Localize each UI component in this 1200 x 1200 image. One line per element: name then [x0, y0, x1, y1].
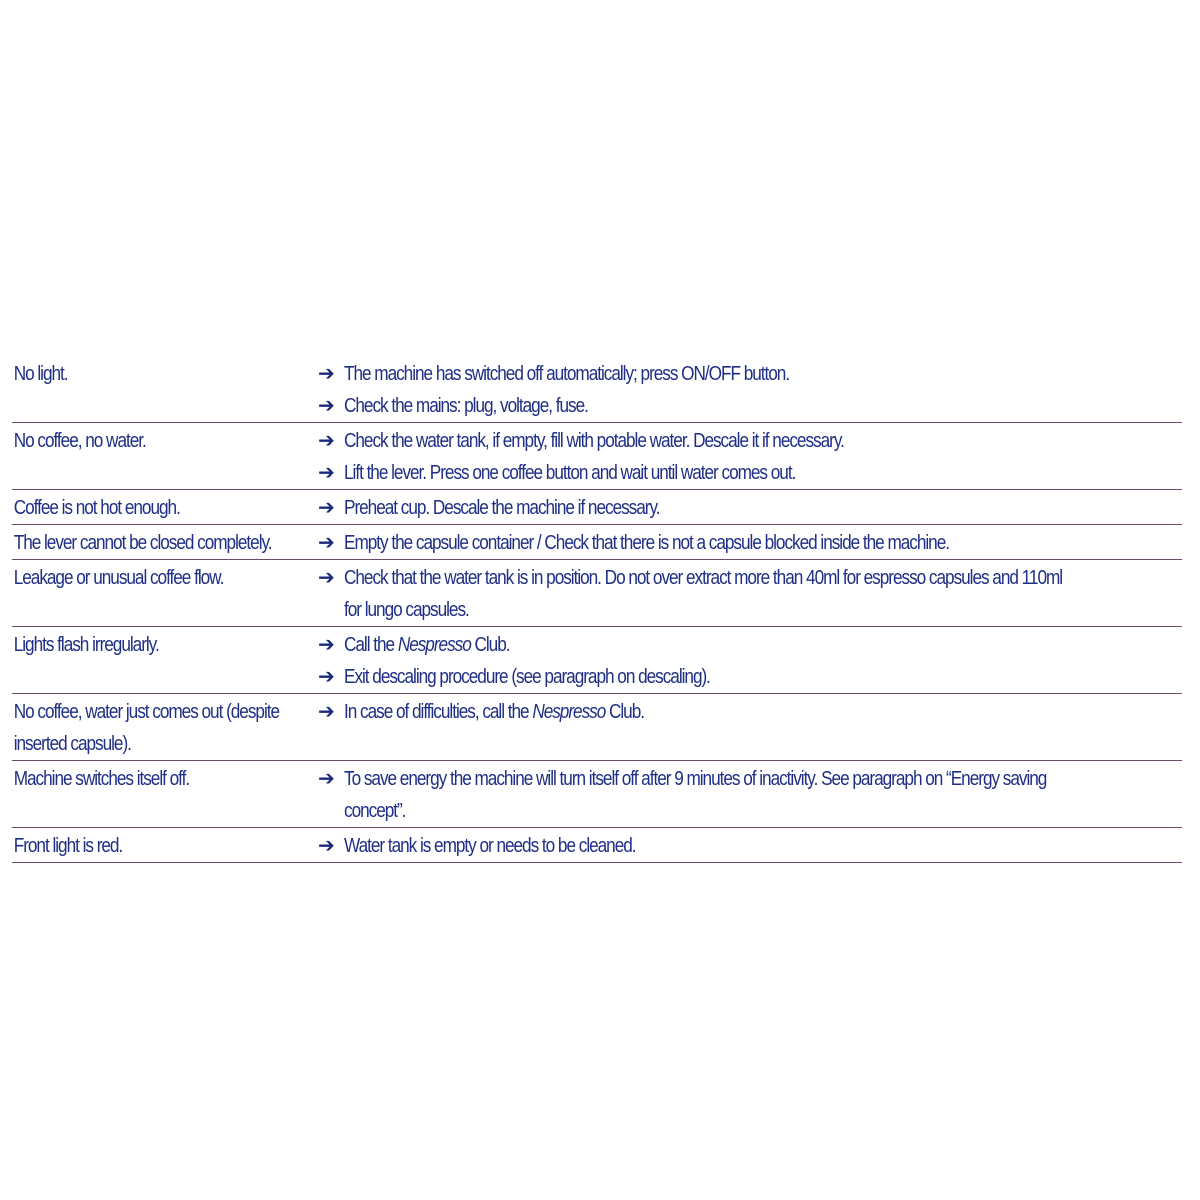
- solution-text: Empty the capsule container / Check that there is not a capsule blocked inside the machine.: [344, 532, 950, 554]
- solution-text: Check the mains: plug, voltage, fuse.: [344, 395, 588, 417]
- solution-item: [318, 527, 1182, 559]
- solutions-cell: [318, 527, 1182, 559]
- solution-item: [318, 830, 1182, 862]
- problem-cell: [12, 358, 275, 422]
- solution-text: Check that the water tank is in position. Do not over extract more than 40ml for espresso capsules and 110ml for lungo capsules.: [344, 567, 1063, 621]
- arrow-right-icon: ➔: [318, 634, 334, 656]
- solution-text: In case of difficulties, call the Nespresso Club.: [344, 701, 644, 723]
- table-row: [12, 356, 1182, 423]
- problem-cell: [12, 696, 280, 760]
- problem-cell: [12, 527, 275, 559]
- brand-name: Nespresso: [532, 701, 606, 723]
- problem-text: Machine switches itself off.: [13, 768, 190, 790]
- solutions-cell: [318, 696, 1182, 760]
- problem-text: Leakage or unusual coffee flow.: [13, 567, 224, 589]
- solution-item: [318, 457, 1182, 489]
- problem-text: No coffee, no water.: [13, 430, 146, 452]
- problem-text: The lever cannot be closed completely.: [13, 532, 272, 554]
- problem-cell: [12, 629, 275, 693]
- table-row: [12, 694, 1182, 761]
- solutions-cell: [318, 629, 1182, 693]
- table-row: [12, 423, 1182, 490]
- solution-text: Water tank is empty or needs to be cleaned.: [344, 835, 636, 857]
- solution-text: The machine has switched off automatically; press ON/OFF button.: [344, 363, 790, 385]
- table-row: [12, 627, 1182, 694]
- solution-text: Preheat cup. Descale the machine if necessary.: [344, 497, 660, 519]
- solutions-cell: [318, 562, 1182, 626]
- problem-cell: [12, 562, 275, 626]
- problem-text: No coffee, water just comes out (despite inserted capsule).: [13, 701, 280, 755]
- arrow-right-icon: ➔: [318, 666, 334, 688]
- solution-item: [318, 390, 1182, 422]
- arrow-right-icon: ➔: [318, 430, 334, 452]
- solution-item: [318, 562, 1182, 626]
- solutions-cell: [318, 830, 1182, 862]
- table-row: [12, 490, 1182, 525]
- brand-name: Nespresso: [397, 634, 471, 656]
- arrow-right-icon: ➔: [318, 835, 334, 857]
- table-row: [12, 560, 1182, 627]
- table-row: [12, 525, 1182, 560]
- arrow-right-icon: ➔: [318, 768, 334, 790]
- problem-text: No light.: [13, 363, 68, 385]
- solutions-cell: [318, 358, 1182, 422]
- solution-text: Call the Nespresso Club.: [344, 634, 510, 656]
- arrow-right-icon: ➔: [318, 532, 334, 554]
- arrow-right-icon: ➔: [318, 363, 334, 385]
- solution-item: [318, 661, 1182, 693]
- table-row: [12, 828, 1182, 863]
- solutions-cell: [318, 763, 1182, 827]
- problem-text: Coffee is not hot enough.: [13, 497, 180, 519]
- solution-text: Lift the lever. Press one coffee button and wait until water comes out.: [344, 462, 796, 484]
- arrow-right-icon: ➔: [318, 395, 334, 417]
- solution-text: To save energy the machine will turn itself off after 9 minutes of inactivity. See paragraph on “Energy saving concept”.: [344, 768, 1047, 822]
- problem-text: Front light is red.: [13, 835, 123, 857]
- solution-item: [318, 492, 1182, 524]
- table-row: [12, 761, 1182, 828]
- solution-item: [318, 763, 1182, 827]
- solutions-cell: [318, 425, 1182, 489]
- problem-cell: [12, 425, 275, 489]
- solution-item: [318, 358, 1182, 390]
- arrow-right-icon: ➔: [318, 462, 334, 484]
- problem-cell: [12, 830, 275, 862]
- arrow-right-icon: ➔: [318, 567, 334, 589]
- solutions-cell: [318, 492, 1182, 524]
- arrow-right-icon: ➔: [318, 701, 334, 723]
- problem-cell: [12, 492, 275, 524]
- solution-item: [318, 629, 1182, 661]
- solution-item: [318, 425, 1182, 457]
- solution-text: Check the water tank, if empty, fill with potable water. Descale it if necessary.: [344, 430, 844, 452]
- problem-text: Lights flash irregularly.: [13, 634, 159, 656]
- troubleshooting-table: [12, 356, 1182, 863]
- solution-text: Exit descaling procedure (see paragraph on descaling).: [344, 666, 710, 688]
- arrow-right-icon: ➔: [318, 497, 334, 519]
- problem-cell: [12, 763, 275, 827]
- solution-item: [318, 696, 1182, 728]
